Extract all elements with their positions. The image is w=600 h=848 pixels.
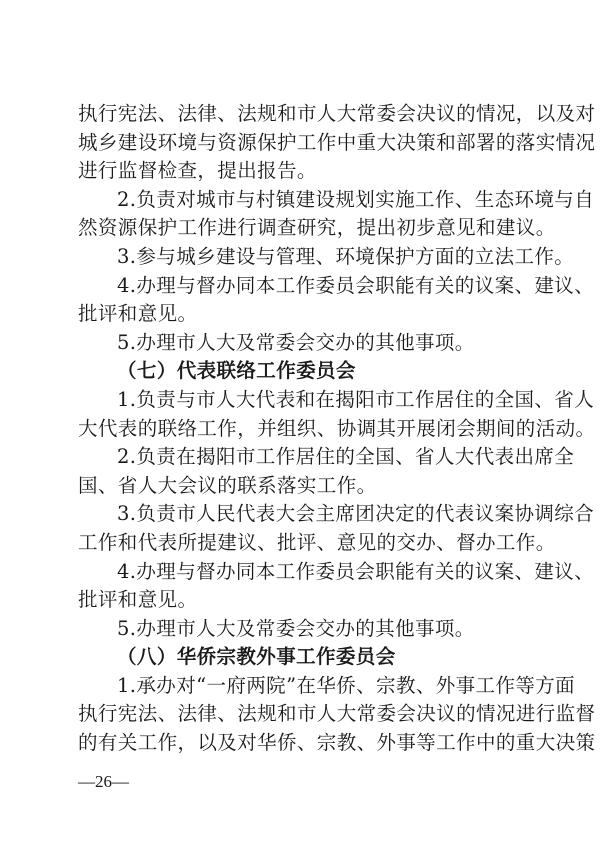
body-text: [78, 100, 596, 758]
text-line: 1.承办对“一府两院”在华侨、宗教、外事工作等方面: [117, 673, 576, 697]
text-line: 批评和意见。: [78, 588, 198, 612]
text-line: 进行监督检查，提出报告。: [78, 159, 317, 183]
text-line: 2.负责对城市与村镇建设规划实施工作、生态环境与自: [117, 187, 595, 211]
text-line: 然资源保护工作进行调查研究，提出初步意见和建议。: [78, 216, 556, 240]
text-line: 4.办理与督办同本工作委员会职能有关的议案、建议、: [117, 273, 595, 297]
text-line: 大代表的联络工作，并组织、协调其开展闭会期间的活动。: [78, 416, 596, 440]
text-line: 国、省人大会议的联系落实工作。: [78, 473, 377, 497]
text-line: 工作和代表所提建议、批评、意见的交办、督办工作。: [78, 530, 556, 554]
text-line: 1.负责与市人大代表和在揭阳市工作居住的全国、省人: [117, 387, 595, 411]
text-line: 2.负责在揭阳市工作居住的全国、省人大代表出席全: [117, 445, 575, 469]
page-number: —26—: [78, 772, 129, 791]
section-heading: （八）华侨宗教外事工作委员会: [117, 645, 396, 669]
text-line: 5.办理市人大及常委会交办的其他事项。: [117, 616, 475, 640]
text-line: 批评和意见。: [78, 302, 198, 326]
text-line: 城乡建设环境与资源保护工作中重大决策和部署的落实情况: [78, 130, 596, 154]
text-line: 执行宪法、法律、法规和市人大常委会决议的情况，以及对: [78, 102, 596, 125]
text-line: 的有关工作，以及对华侨、宗教、外事等工作中的重大决策: [78, 731, 596, 755]
section-heading: （七）代表联络工作委员会: [117, 359, 356, 383]
text-line: 3.参与城乡建设与管理、环境保护方面的立法工作。: [117, 244, 575, 268]
text-line: 3.负责市人民代表大会主席团决定的代表议案协调综合: [117, 502, 595, 526]
text-line: 5.办理市人大及常委会交办的其他事项。: [117, 330, 475, 354]
text-line: 4.办理与督办同本工作委员会职能有关的议案、建议、: [117, 559, 595, 583]
text-line: 执行宪法、法律、法规和市人大常委会决议的情况进行监督: [78, 702, 596, 726]
